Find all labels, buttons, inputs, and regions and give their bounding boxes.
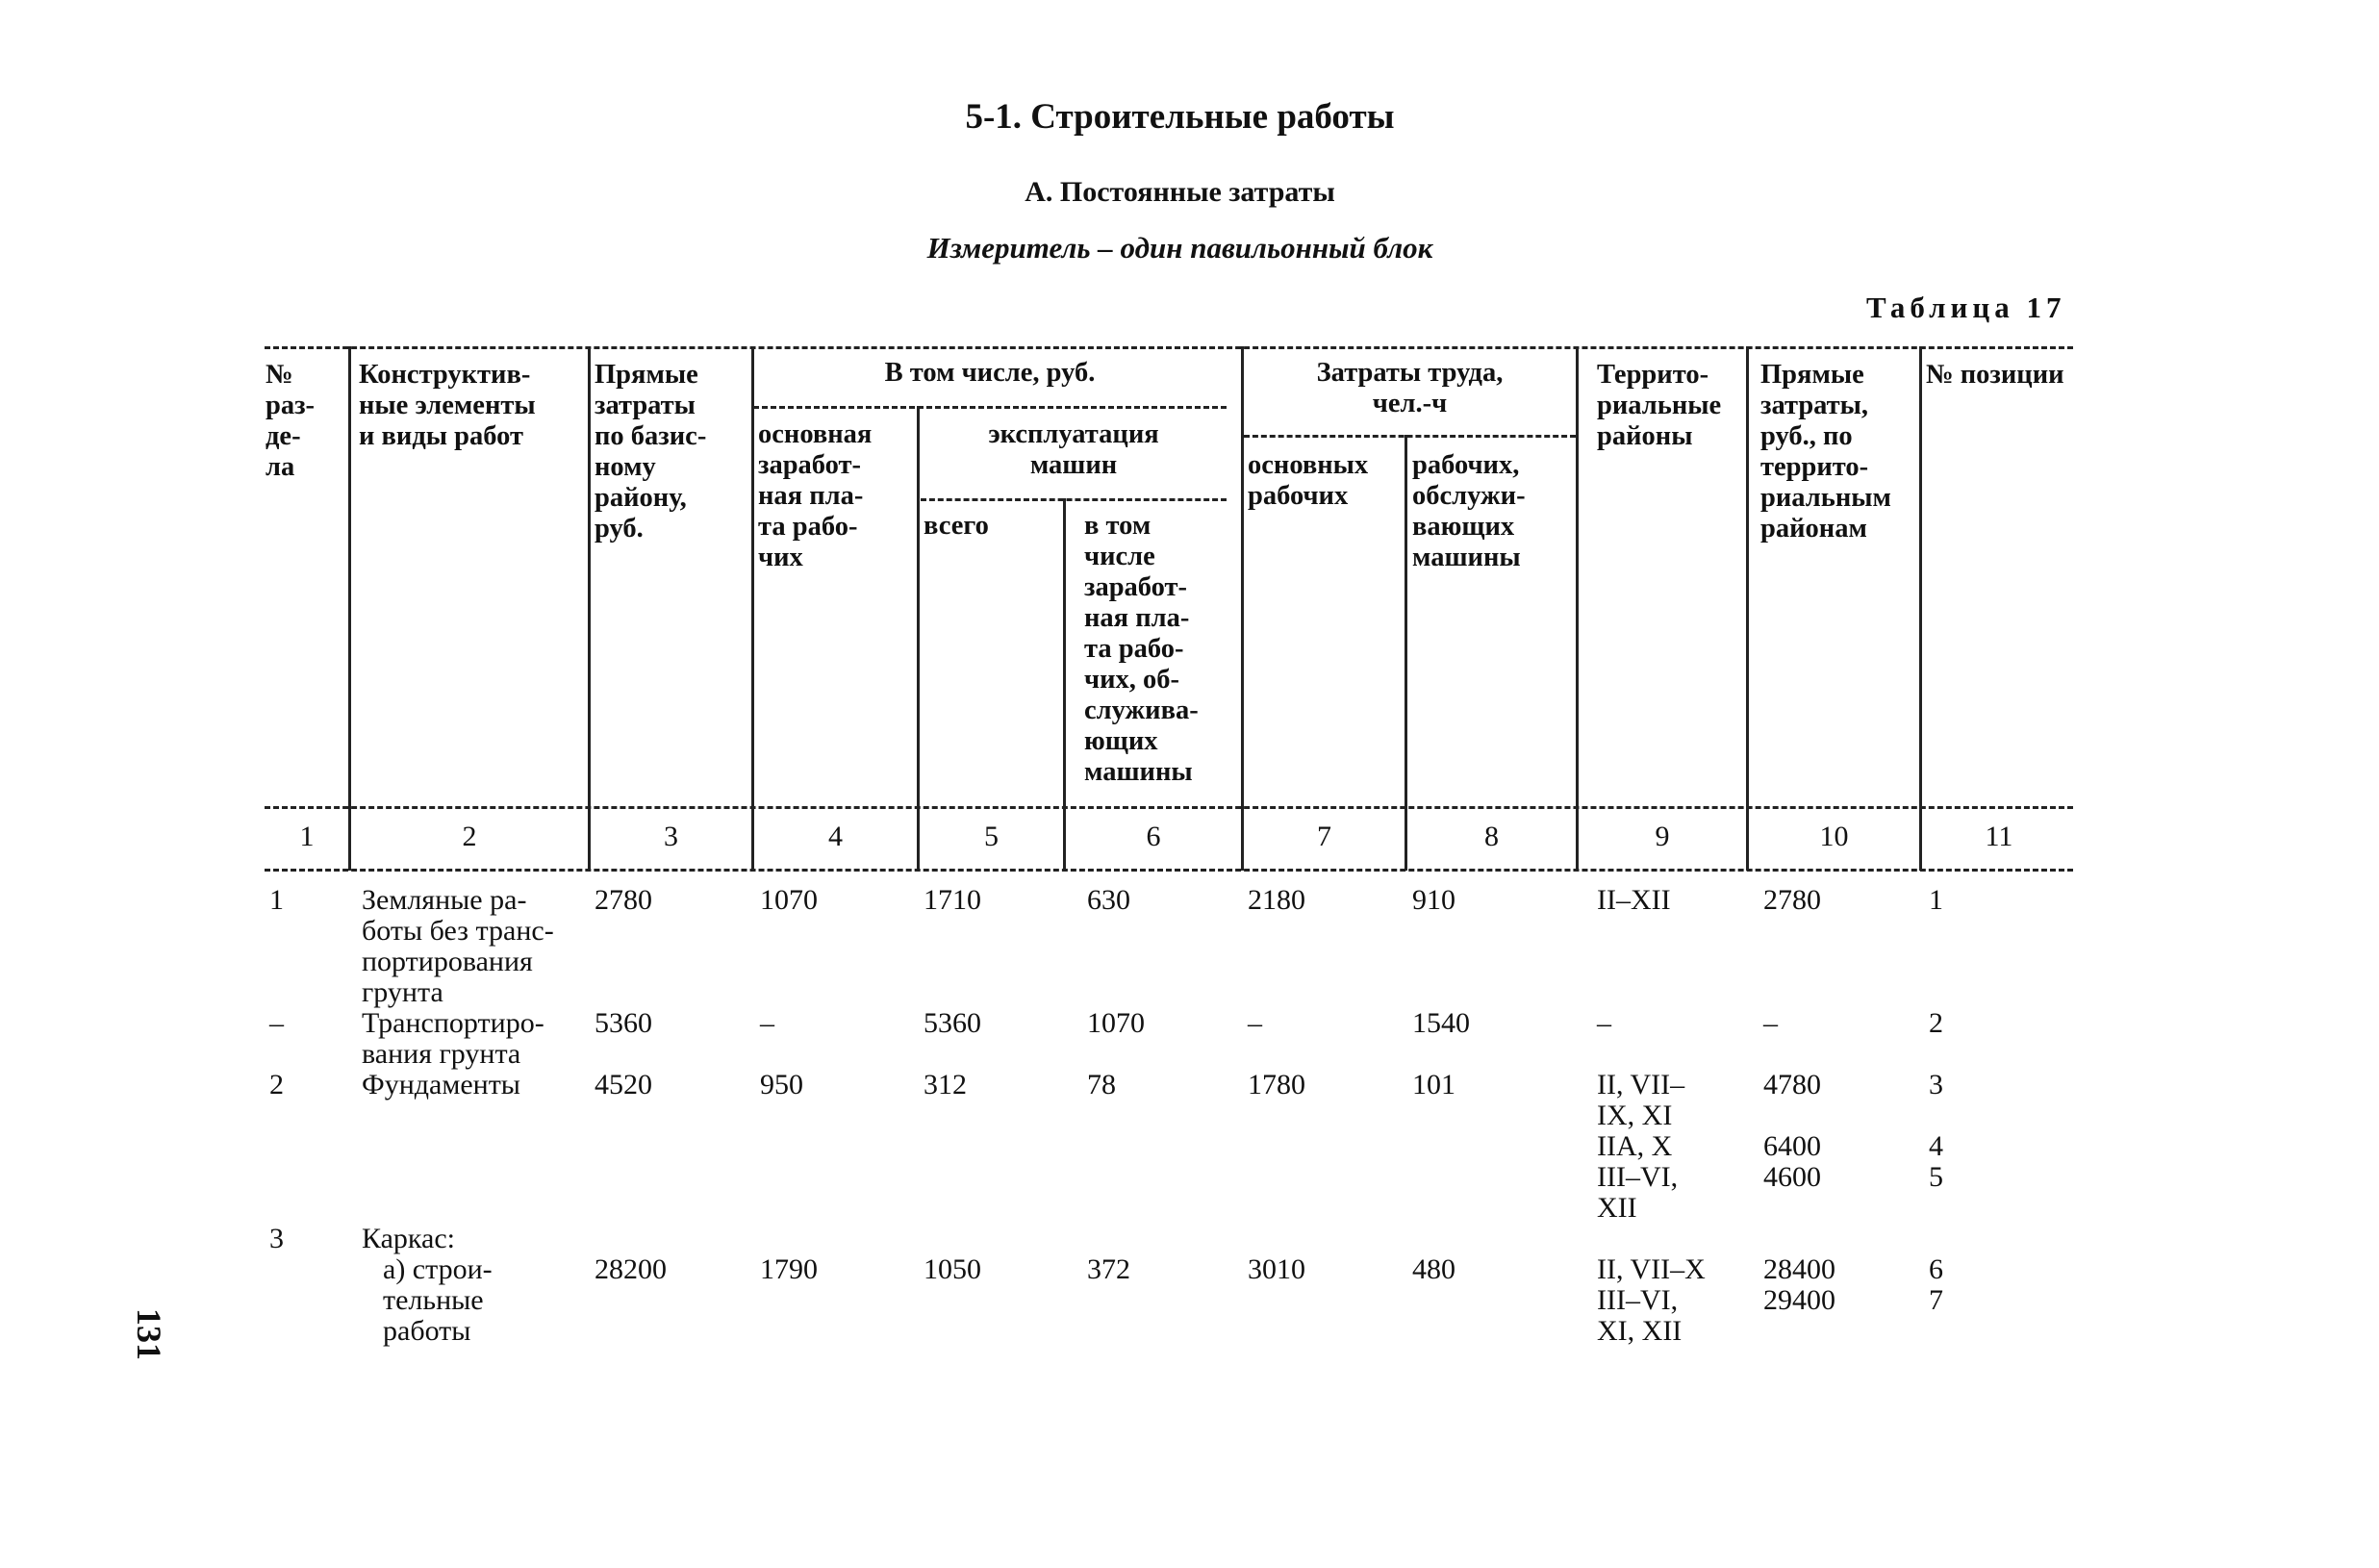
cell-machines-total: 312 bbox=[924, 1069, 967, 1100]
column-number: 2 bbox=[462, 821, 477, 852]
page-title: 5-1. Строительные работы bbox=[965, 97, 1395, 137]
column-number: 10 bbox=[1819, 821, 1849, 852]
cell-section: 2 bbox=[269, 1069, 284, 1100]
page-number: 131 bbox=[130, 1308, 168, 1360]
cell-regional-cost: – bbox=[1763, 1007, 1778, 1039]
header-regional-costs: Прямые затраты, руб., по террито- риальным районам bbox=[1760, 360, 1891, 544]
rule-numbers-bottom bbox=[265, 869, 2073, 872]
cell-labor-machines: 480 bbox=[1412, 1253, 1455, 1285]
rule-labor bbox=[1244, 435, 1576, 438]
cell-labor-machines: 1540 bbox=[1412, 1007, 1470, 1039]
header-group-labor: Затраты труда, чел.-ч bbox=[1316, 358, 1504, 418]
vline-11 bbox=[1919, 346, 1922, 871]
cell-wages: – bbox=[760, 1007, 774, 1039]
column-number: 5 bbox=[984, 821, 999, 852]
cell-wages: 950 bbox=[760, 1069, 803, 1100]
vline-10 bbox=[1746, 346, 1749, 871]
header-section-no: № раз- де- ла bbox=[266, 360, 316, 482]
cell-machines-total: 5360 bbox=[924, 1007, 981, 1039]
cell-subname: а) строи- тельные работы bbox=[383, 1253, 493, 1347]
rule-top bbox=[265, 346, 2073, 349]
cell-direct: 28200 bbox=[595, 1253, 667, 1285]
cell-direct: 2780 bbox=[595, 884, 652, 916]
vline-5 bbox=[917, 406, 920, 871]
cell-labor-main: 2180 bbox=[1248, 884, 1305, 916]
cell-machines-wages: 1070 bbox=[1087, 1007, 1145, 1039]
column-number: 6 bbox=[1146, 821, 1161, 852]
vline-8 bbox=[1405, 435, 1407, 871]
cell-regions: II, VII– IX, XI IIA, X III–VI, XII bbox=[1597, 1069, 1685, 1224]
vline-4 bbox=[751, 346, 754, 871]
cell-direct: 5360 bbox=[595, 1007, 652, 1039]
cell-position: 3 4 5 bbox=[1929, 1069, 1943, 1193]
cell-labor-main: 1780 bbox=[1248, 1069, 1305, 1100]
column-number: 7 bbox=[1317, 821, 1331, 852]
section-subtitle: А. Постоянные затраты bbox=[1025, 176, 1335, 208]
cell-machines-wages: 78 bbox=[1087, 1069, 1116, 1100]
vline-2 bbox=[348, 346, 351, 871]
cell-name: Земляные ра- боты без транс- портирования грунта bbox=[362, 884, 554, 1008]
column-number: 11 bbox=[1985, 821, 2013, 852]
header-position-no: № позиции bbox=[1926, 360, 2064, 390]
cell-direct: 4520 bbox=[595, 1069, 652, 1100]
cell-section: 1 bbox=[269, 884, 284, 916]
column-number: 3 bbox=[664, 821, 678, 852]
cell-labor-main: – bbox=[1248, 1007, 1262, 1039]
header-regions: Террито- риальные районы bbox=[1597, 360, 1722, 451]
cell-regional-cost: 2780 bbox=[1763, 884, 1821, 916]
rule-machines bbox=[921, 498, 1227, 501]
column-number: 9 bbox=[1655, 821, 1670, 852]
table-label: Таблица 17 bbox=[1866, 291, 2066, 324]
cell-machines-total: 1050 bbox=[924, 1253, 981, 1285]
rule-incl bbox=[753, 406, 1227, 409]
cell-machines-wages: 630 bbox=[1087, 884, 1130, 916]
cell-regional-cost: 28400 29400 bbox=[1763, 1253, 1835, 1316]
cell-wages: 1070 bbox=[760, 884, 818, 916]
cell-wages: 1790 bbox=[760, 1253, 818, 1285]
cell-labor-machines: 101 bbox=[1412, 1069, 1455, 1100]
cell-position: 2 bbox=[1929, 1007, 1943, 1039]
cell-position: 6 7 bbox=[1929, 1253, 1943, 1316]
column-number: 8 bbox=[1484, 821, 1499, 852]
header-labor-machines: рабочих, обслужи- вающих машины bbox=[1412, 450, 1526, 572]
header-labor-main: основных рабочих bbox=[1248, 450, 1369, 511]
measure-caption: Измеритель – один павильонный блок bbox=[926, 231, 1433, 265]
cell-regions: II, VII–X III–VI, XI, XII bbox=[1597, 1253, 1706, 1347]
column-number: 4 bbox=[828, 821, 843, 852]
cell-name: Каркас: bbox=[362, 1223, 456, 1254]
cell-section: 3 bbox=[269, 1223, 284, 1254]
vline-9 bbox=[1576, 346, 1579, 871]
cell-regional-cost: 4780 6400 4600 bbox=[1763, 1069, 1821, 1193]
cell-labor-main: 3010 bbox=[1248, 1253, 1305, 1285]
cell-section: – bbox=[269, 1007, 284, 1039]
header-group-machines: эксплуатация машин bbox=[988, 419, 1159, 480]
header-basic-wages: основная заработ- ная пла- та рабо- чих bbox=[758, 419, 873, 572]
header-machines-total: всего bbox=[924, 511, 989, 541]
cell-machines-total: 1710 bbox=[924, 884, 981, 916]
cell-labor-machines: 910 bbox=[1412, 884, 1455, 916]
header-machines-wages: в том числе заработ- ная пла- та рабо- чих, об- служива- ющих машины bbox=[1084, 511, 1199, 787]
vline-7 bbox=[1241, 346, 1244, 871]
cell-regions: – bbox=[1597, 1007, 1611, 1039]
rule-header-bottom bbox=[265, 806, 2073, 809]
cell-name: Транспортиро- вания грунта bbox=[362, 1007, 544, 1070]
header-group-including: В том числе, руб. bbox=[884, 358, 1096, 388]
cell-name: Фундаменты bbox=[362, 1069, 520, 1100]
cell-machines-wages: 372 bbox=[1087, 1253, 1130, 1285]
vline-3 bbox=[588, 346, 591, 871]
column-number: 1 bbox=[299, 821, 315, 852]
vline-6 bbox=[1063, 498, 1066, 871]
header-direct-costs: Прямые затраты по базис- ному району, руб. bbox=[595, 360, 707, 544]
header-elements: Конструктив- ные элементы и виды работ bbox=[359, 360, 536, 451]
cell-regions: II–XII bbox=[1597, 884, 1671, 916]
cell-position: 1 bbox=[1929, 884, 1943, 916]
